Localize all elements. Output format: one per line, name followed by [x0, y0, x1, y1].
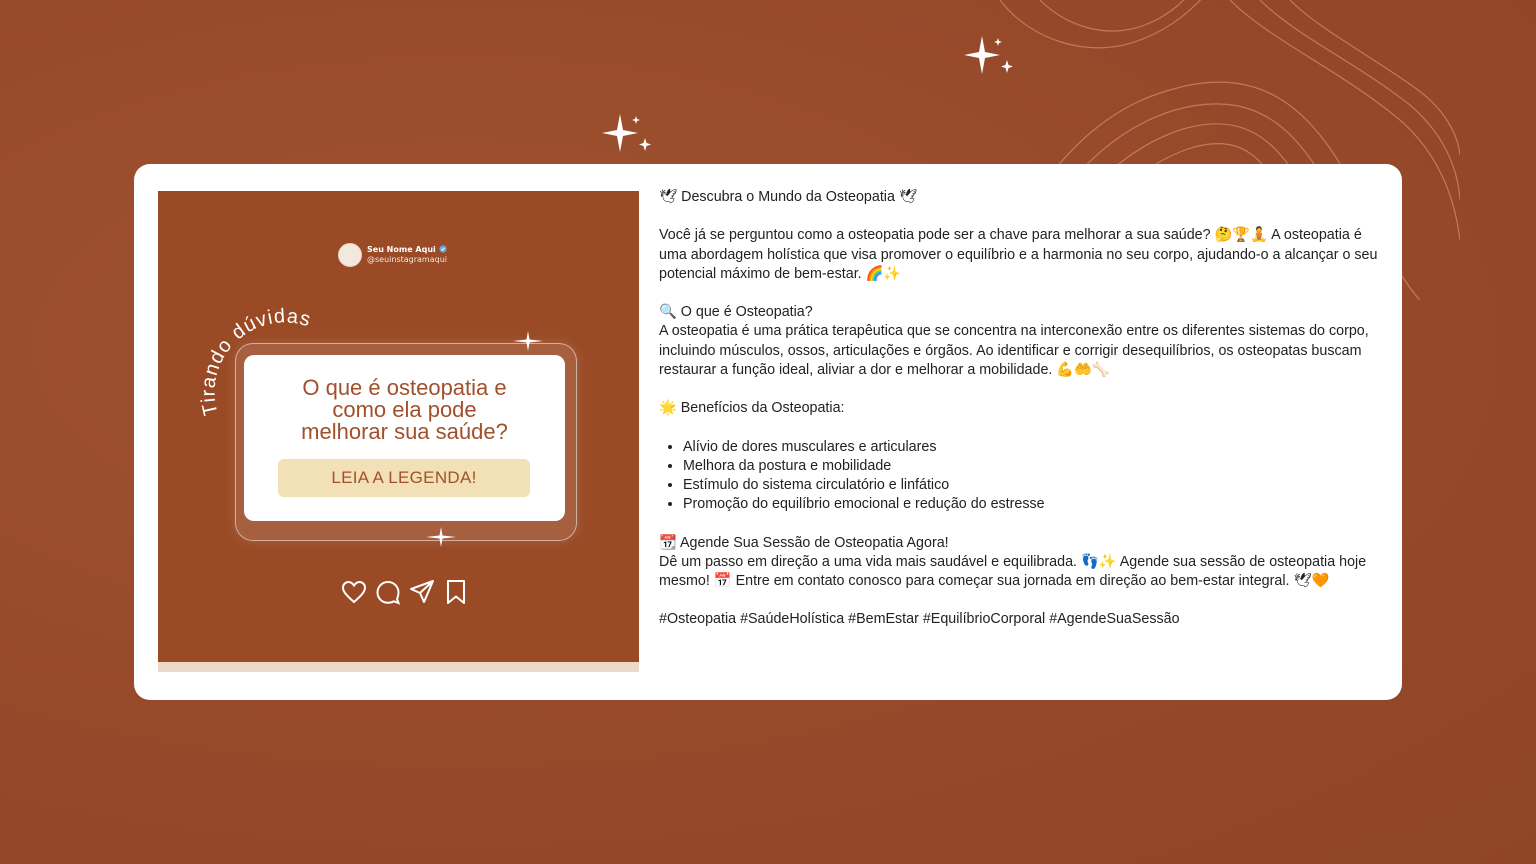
caption-intro: Você já se perguntou como a osteopatia pode ser a chave para melhorar a sua saúde? 🤔🏆🧘 A osteopatia é uma abordagem holística que visa promover o equilíbrio e a harmonia no seu corpo, ajudando-o a alcançar o seu potencial máximo de bem-estar. 🌈✨ [659, 227, 1378, 282]
post-image [158, 191, 639, 672]
list-item: • Alívio de dores musculares e articulares [683, 438, 1387, 457]
profile-name: Seu Nome Aqui [367, 245, 447, 255]
post-preview-card [134, 164, 1402, 700]
avatar [338, 243, 362, 267]
caption-benefits-heading: 🌟 Benefícios da Osteopatia: [659, 400, 845, 417]
read-caption-button[interactable]: LEIA A LEGENDA! [278, 459, 530, 497]
profile-header [338, 243, 447, 267]
profile-handle: @seuinstagramaqui [367, 255, 447, 264]
post-caption [659, 188, 1387, 630]
question-box [244, 355, 565, 521]
bookmark-icon[interactable] [442, 578, 470, 606]
post-question: O que é osteopatia e como ela pode melhorar sua saúde? [301, 375, 508, 444]
arc-label-text: Tirando dúvidas [197, 305, 314, 416]
post-bottom-strip [158, 662, 639, 672]
caption-title: 🕊 Descubra o Mundo da Osteopatia 🕊 [659, 189, 918, 205]
heart-icon[interactable] [340, 578, 368, 606]
comment-icon[interactable] [374, 578, 402, 606]
caption-what-text: A osteopatia é uma prática terapêutica que se concentra na interconexão entre os diferentes sistemas do corpo, incluindo músculos, ossos, articulações e órgãos. Ao identificar e corrigir desequilíbrios, os osteopatas buscam restaurar a função ideal, aliviar a dor e melhorar a mobilidade. 💪🤲🦴 [659, 323, 1369, 378]
post-actions [340, 578, 470, 606]
list-item: • Estímulo do sistema circulatório e linfático [683, 476, 1387, 495]
caption-what-heading: 🔍 O que é Osteopatia? [659, 304, 813, 321]
benefits-list [659, 438, 1387, 515]
sparkle-icon [598, 112, 658, 156]
sparkle-icon [426, 527, 456, 547]
send-icon[interactable] [408, 578, 436, 606]
verified-badge-icon [439, 245, 447, 253]
list-item: • Promoção do equilíbrio emocional e redução do estresse [683, 495, 1387, 514]
list-item: • Melhora da postura e mobilidade [683, 457, 1387, 476]
caption-schedule-heading: 📆 Agende Sua Sessão de Osteopatia Agora! [659, 534, 949, 551]
caption-schedule-text: Dê um passo em direção a uma vida mais saudável e equilibrada. 👣✨ Agende sua sessão de osteopatia hoje mesmo! 📅 Entre em contato conosco para começar sua jornada em direção ao bem-estar integral. 🕊🧡 [659, 553, 1367, 589]
caption-hashtags: #Osteopatia #SaúdeHolística #BemEstar #EquilíbrioCorporal #AgendeSuaSessão [659, 611, 1180, 628]
sparkle-icon [960, 34, 1020, 78]
sparkle-icon [513, 331, 543, 351]
